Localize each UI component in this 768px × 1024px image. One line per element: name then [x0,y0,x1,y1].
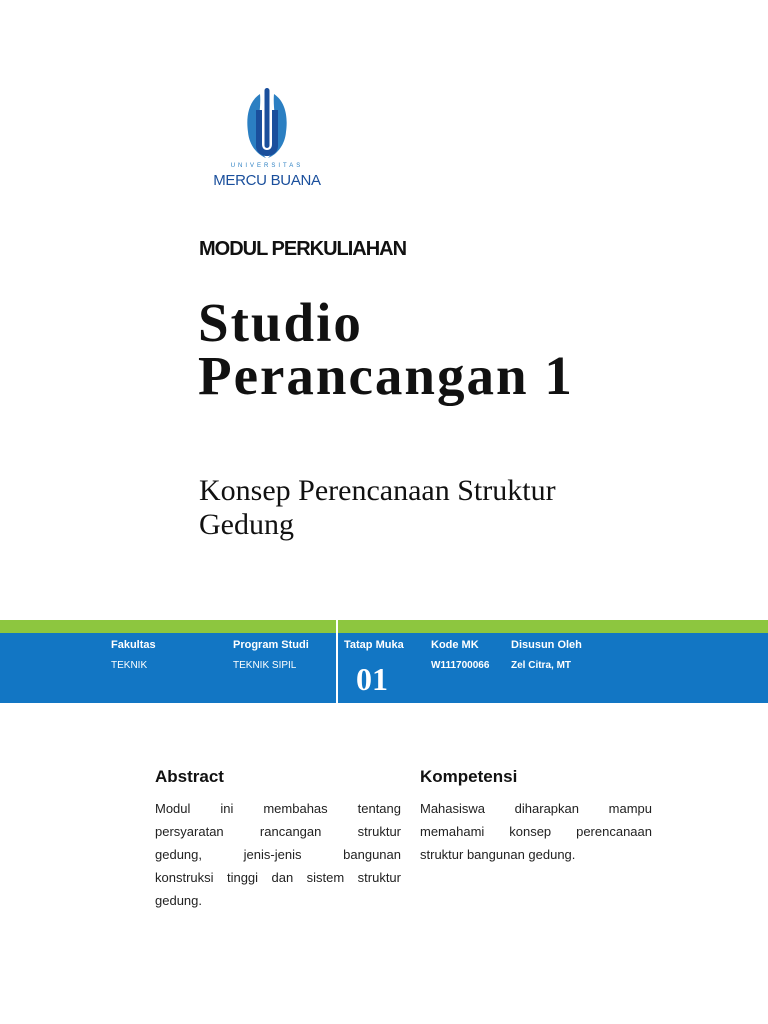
info-band [0,633,768,703]
kompetensi-line: memahami konsep perencanaan [420,824,652,839]
subtitle-line-1: Konsep Perencanaan Struktur [199,474,556,507]
abstract-line: gedung, jenis-jenis bangunan [155,847,401,862]
kompetensi-text [420,797,652,866]
abstract-heading: Abstract [155,767,224,786]
logo-name-text: MERCU BUANA [213,172,321,189]
course-title [198,292,758,406]
abstract-text [155,797,401,912]
logo-universitas-text: UNIVERSITAS [230,163,304,169]
info-value: TEKNIK [111,660,148,671]
abstract-line: gedung. [155,893,202,908]
kompetensi-heading: Kompetensi [420,767,518,786]
session-number: 01 [356,661,388,697]
module-label: MODUL PERKULIAHAN [199,238,407,260]
info-label: Disusun Oleh [511,639,582,651]
green-band [0,620,768,633]
info-label: Program Studi [233,639,309,651]
info-value: Zel Citra, MT [511,660,572,671]
flame-emblem-icon [198,88,336,163]
abstract-line: Modul ini membahas tentang [155,801,401,816]
info-label: Tatap Muka [344,639,404,651]
module-subtitle [199,474,739,542]
info-label: Kode MK [431,639,479,651]
info-value: W111700066 [431,660,490,671]
course-title-line-2: Perancangan 1 [198,345,574,406]
info-value: TEKNIK SIPIL [233,660,297,671]
subtitle-line-2: Gedung [199,508,294,541]
kompetensi-line: struktur bangunan gedung. [420,847,576,862]
university-logo [198,88,336,192]
band-divider [336,620,338,703]
info-label: Fakultas [111,639,156,651]
abstract-line: konstruksi tinggi dan sistem struktur [155,870,401,885]
abstract-line: persyaratan rancangan struktur [155,824,401,839]
course-title-line-1: Studio [198,292,363,353]
kompetensi-line: Mahasiswa diharapkan mampu [420,801,652,816]
